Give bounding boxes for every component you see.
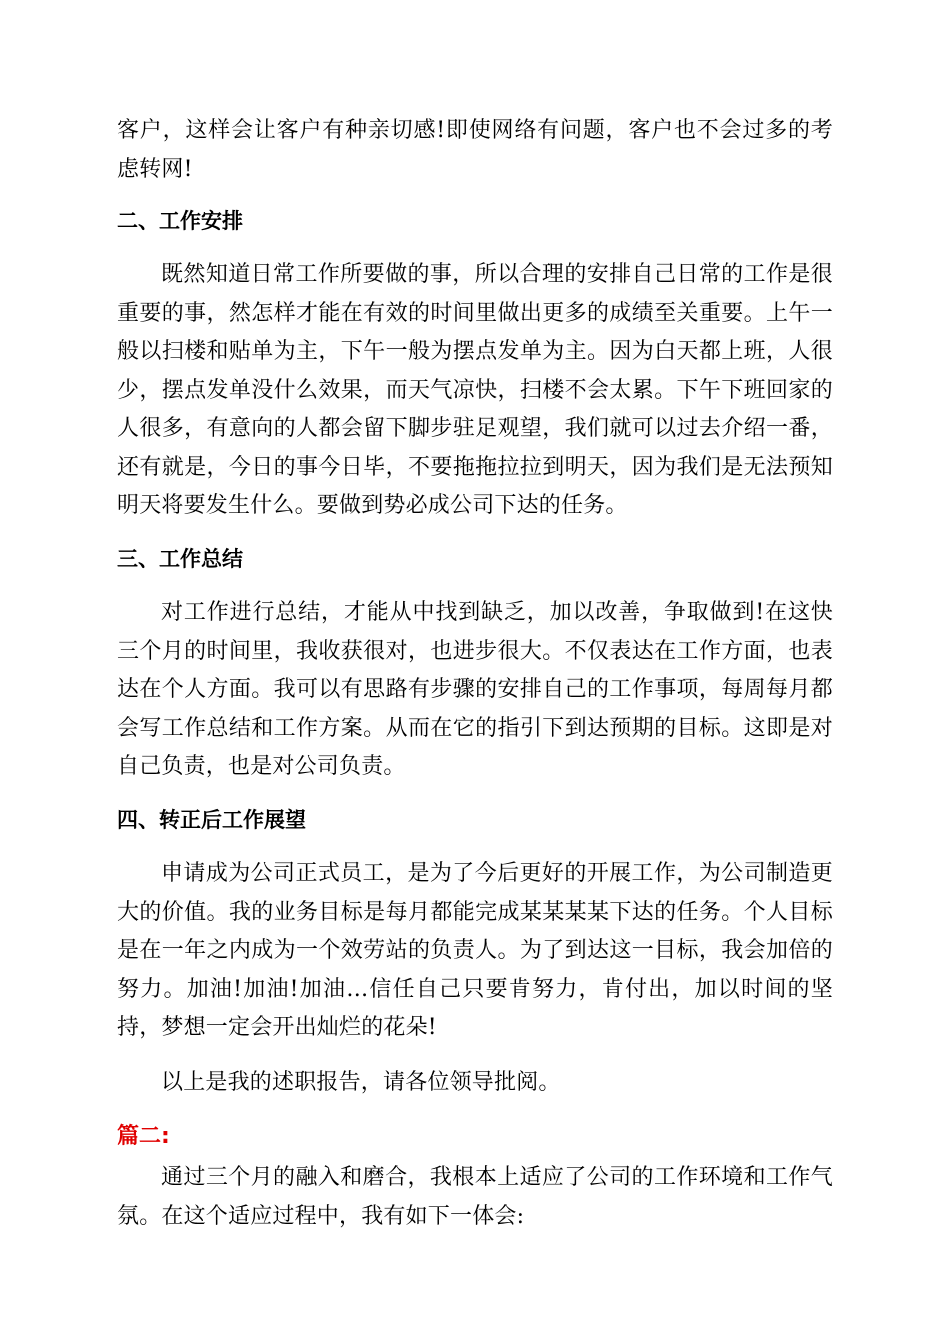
work-summary-paragraph: 对工作进行总结，才能从中找到缺乏，加以改善，争取做到!在这快三个月的时间里，我收获很对，也进步很大。不仅表达在工作方面，也表达在个人方面。我可以有思路有步骤的安排自己的工作事项，每周每月都会写工作总结和工作方案。从而在它的指引下到达预期的目标。这即是对自己负责，也是对公司负责。	[117, 600, 833, 779]
section-heading-work-summary: 三、工作总结	[117, 547, 243, 571]
part-two-paragraph: 通过三个月的融入和磨合，我根本上适应了公司的工作环境和工作气氛。在这个适应过程中，我有如下一体会:	[117, 1165, 833, 1229]
outlook-paragraph: 申请成为公司正式员工，是为了今后更好的开展工作，为公司制造更大的价值。我的业务目标是每月都能完成某某某某下达的任务。个人目标是在一年之内成为一个效劳站的负责人。为了到达这一目标，我会加倍的努力。加油!加油!加油…信任自己只要肯努力，肯付出，加以时间的坚持，梦想一定会开出灿烂的花朵!	[117, 861, 833, 1040]
work-arrangement-paragraph: 既然知道日常工作所要做的事，所以合理的安排自己日常的工作是很重要的事，然怎样才能在有效的时间里做出更多的成绩至关重要。上午一般以扫楼和贴单为主，下午一般为摆点发单为主。因为白天都上班，人很少，摆点发单没什么效果，而天气凉快，扫楼不会太累。下午下班回家的人很多，有意向的人都会留下脚步驻足观望，我们就可以过去介绍一番，还有就是，今日的事今日毕，不要拖拖拉拉到明天，因为我们是无法预知明天将要发生什么。要做到势必成公司下达的任务。	[117, 262, 833, 518]
section-heading-work-arrangement: 二、工作安排	[117, 209, 243, 233]
continued-paragraph: 客户，这样会让客户有种亲切感!即使网络有问题，客户也不会过多的考虑转网!	[117, 118, 833, 182]
part-two-heading: 篇二:	[117, 1124, 170, 1149]
closing-paragraph: 以上是我的述职报告，请各位领导批阅。	[161, 1070, 561, 1095]
section-heading-outlook: 四、转正后工作展望	[117, 808, 306, 832]
